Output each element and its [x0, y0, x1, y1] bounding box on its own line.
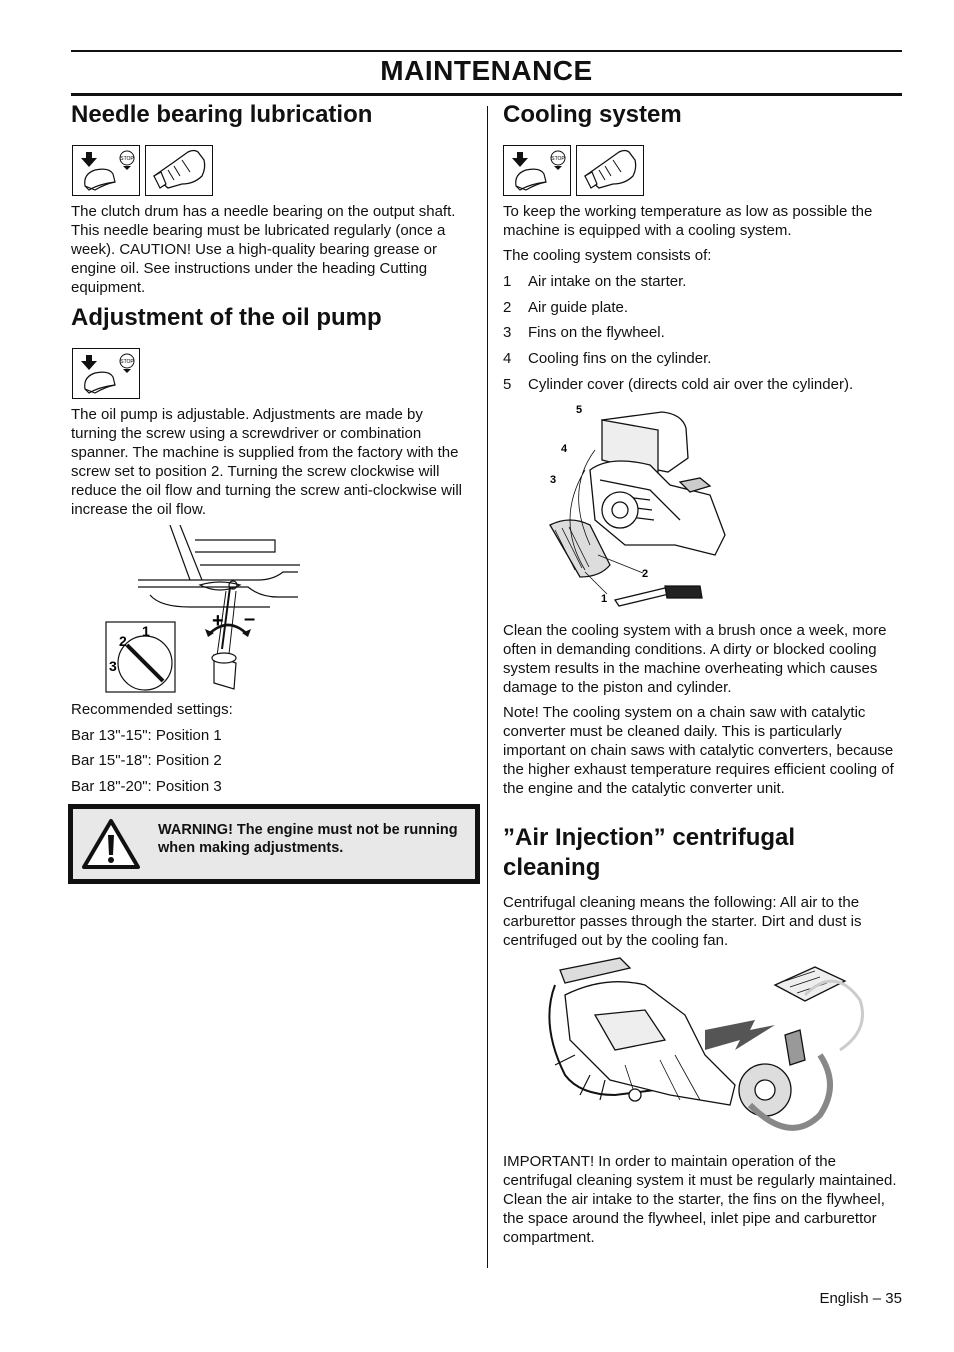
svg-text:3: 3: [109, 658, 117, 674]
svg-text:–: –: [244, 608, 256, 630]
svg-text:STOP: STOP: [120, 156, 134, 162]
svg-text:STOP: STOP: [551, 156, 565, 162]
glove-icon: [576, 145, 644, 196]
cooling-consists: The cooling system consists of:: [503, 247, 712, 264]
page-number: English – 35: [819, 1290, 902, 1307]
cooling-note: Note! The cooling system on a chain saw with catalytic converter must be cleaned daily. This is particularly important on chain saws with catalytic converters, because the higher exhaust temperature requires efficient cooling of the engine and the catalytic converter unit.: [503, 704, 894, 797]
title-rule: [71, 93, 902, 96]
warning-triangle-icon: [81, 818, 141, 870]
recommended-label: Recommended settings:: [71, 701, 233, 718]
oilpump-body: The oil pump is adjustable. Adjustments are made by turning the screw using a screwdriver or combination spanner. The machine is supplied from the factory with the screw set to position 2. Turning the screw clockwise will reduce the oil flow and turning the screw anti-clockwise will increase the oil flow.: [71, 406, 463, 518]
cooling-intro: To keep the working temperature as low as possible the machine is equipped with a cooling system.: [503, 203, 873, 239]
svg-text:1: 1: [601, 593, 608, 605]
setting-item: Bar 18"-20": Position 3: [71, 778, 222, 795]
needle-heading: Needle bearing lubrication: [71, 101, 373, 128]
needle-body: The clutch drum has a needle bearing on the output shaft. This needle bearing must be lubricated regularly (once a week). CAUTION! Use a high-quality bearing grease or engine oil. See instructions under the heading Cutting equipment.: [71, 203, 456, 296]
svg-text:1: 1: [142, 623, 150, 639]
setting-item: Bar 13"-15": Position 1: [71, 727, 222, 744]
air-injection-illustration: [535, 955, 870, 1150]
setting-item: Bar 15"-18": Position 2: [71, 752, 222, 769]
oil-pump-illustration: [100, 525, 305, 695]
svg-text:+: +: [212, 610, 224, 632]
oilpump-heading: Adjustment of the oil pump: [71, 304, 382, 331]
svg-text:2: 2: [642, 568, 649, 580]
cooling-clean: Clean the cooling system with a brush once a week, more often in demanding conditions. A dirty or blocked cooling system results in the machine overheating which causes damage to the piston and cylinder.: [503, 622, 887, 696]
glove-icon: [145, 145, 213, 196]
svg-text:STOP: STOP: [120, 359, 134, 365]
svg-text:2: 2: [119, 633, 127, 649]
warning-box: [68, 804, 480, 884]
svg-text:5: 5: [576, 404, 583, 416]
air-injection-heading: ”Air Injection” centrifugal cleaning: [503, 824, 796, 881]
svg-text:4: 4: [561, 443, 568, 455]
air-injection-important: IMPORTANT! In order to maintain operation of the centrifugal cleaning system it must be regularly maintained. Clean the air intake to the starter, the fins on the flywheel, the space around the flywheel, inlet pipe and carburettor compartment.: [503, 1153, 897, 1246]
cooling-system-illustration: [540, 400, 740, 615]
column-divider: [487, 106, 488, 1268]
stop-engine-icon: [72, 348, 140, 399]
page-title: MAINTENANCE: [380, 55, 593, 86]
warning-text: WARNING! The engine must not be running when making adjustments.: [158, 822, 458, 856]
cooling-heading: Cooling system: [503, 101, 682, 128]
stop-engine-icon: [72, 145, 140, 196]
air-injection-body: Centrifugal cleaning means the following: All air to the carburettor passes through the starter. Dirt and dust is centrifuged out by the cooling fan.: [503, 894, 862, 949]
stop-engine-icon: [503, 145, 571, 196]
top-rule: [71, 50, 902, 52]
svg-text:3: 3: [550, 474, 557, 486]
